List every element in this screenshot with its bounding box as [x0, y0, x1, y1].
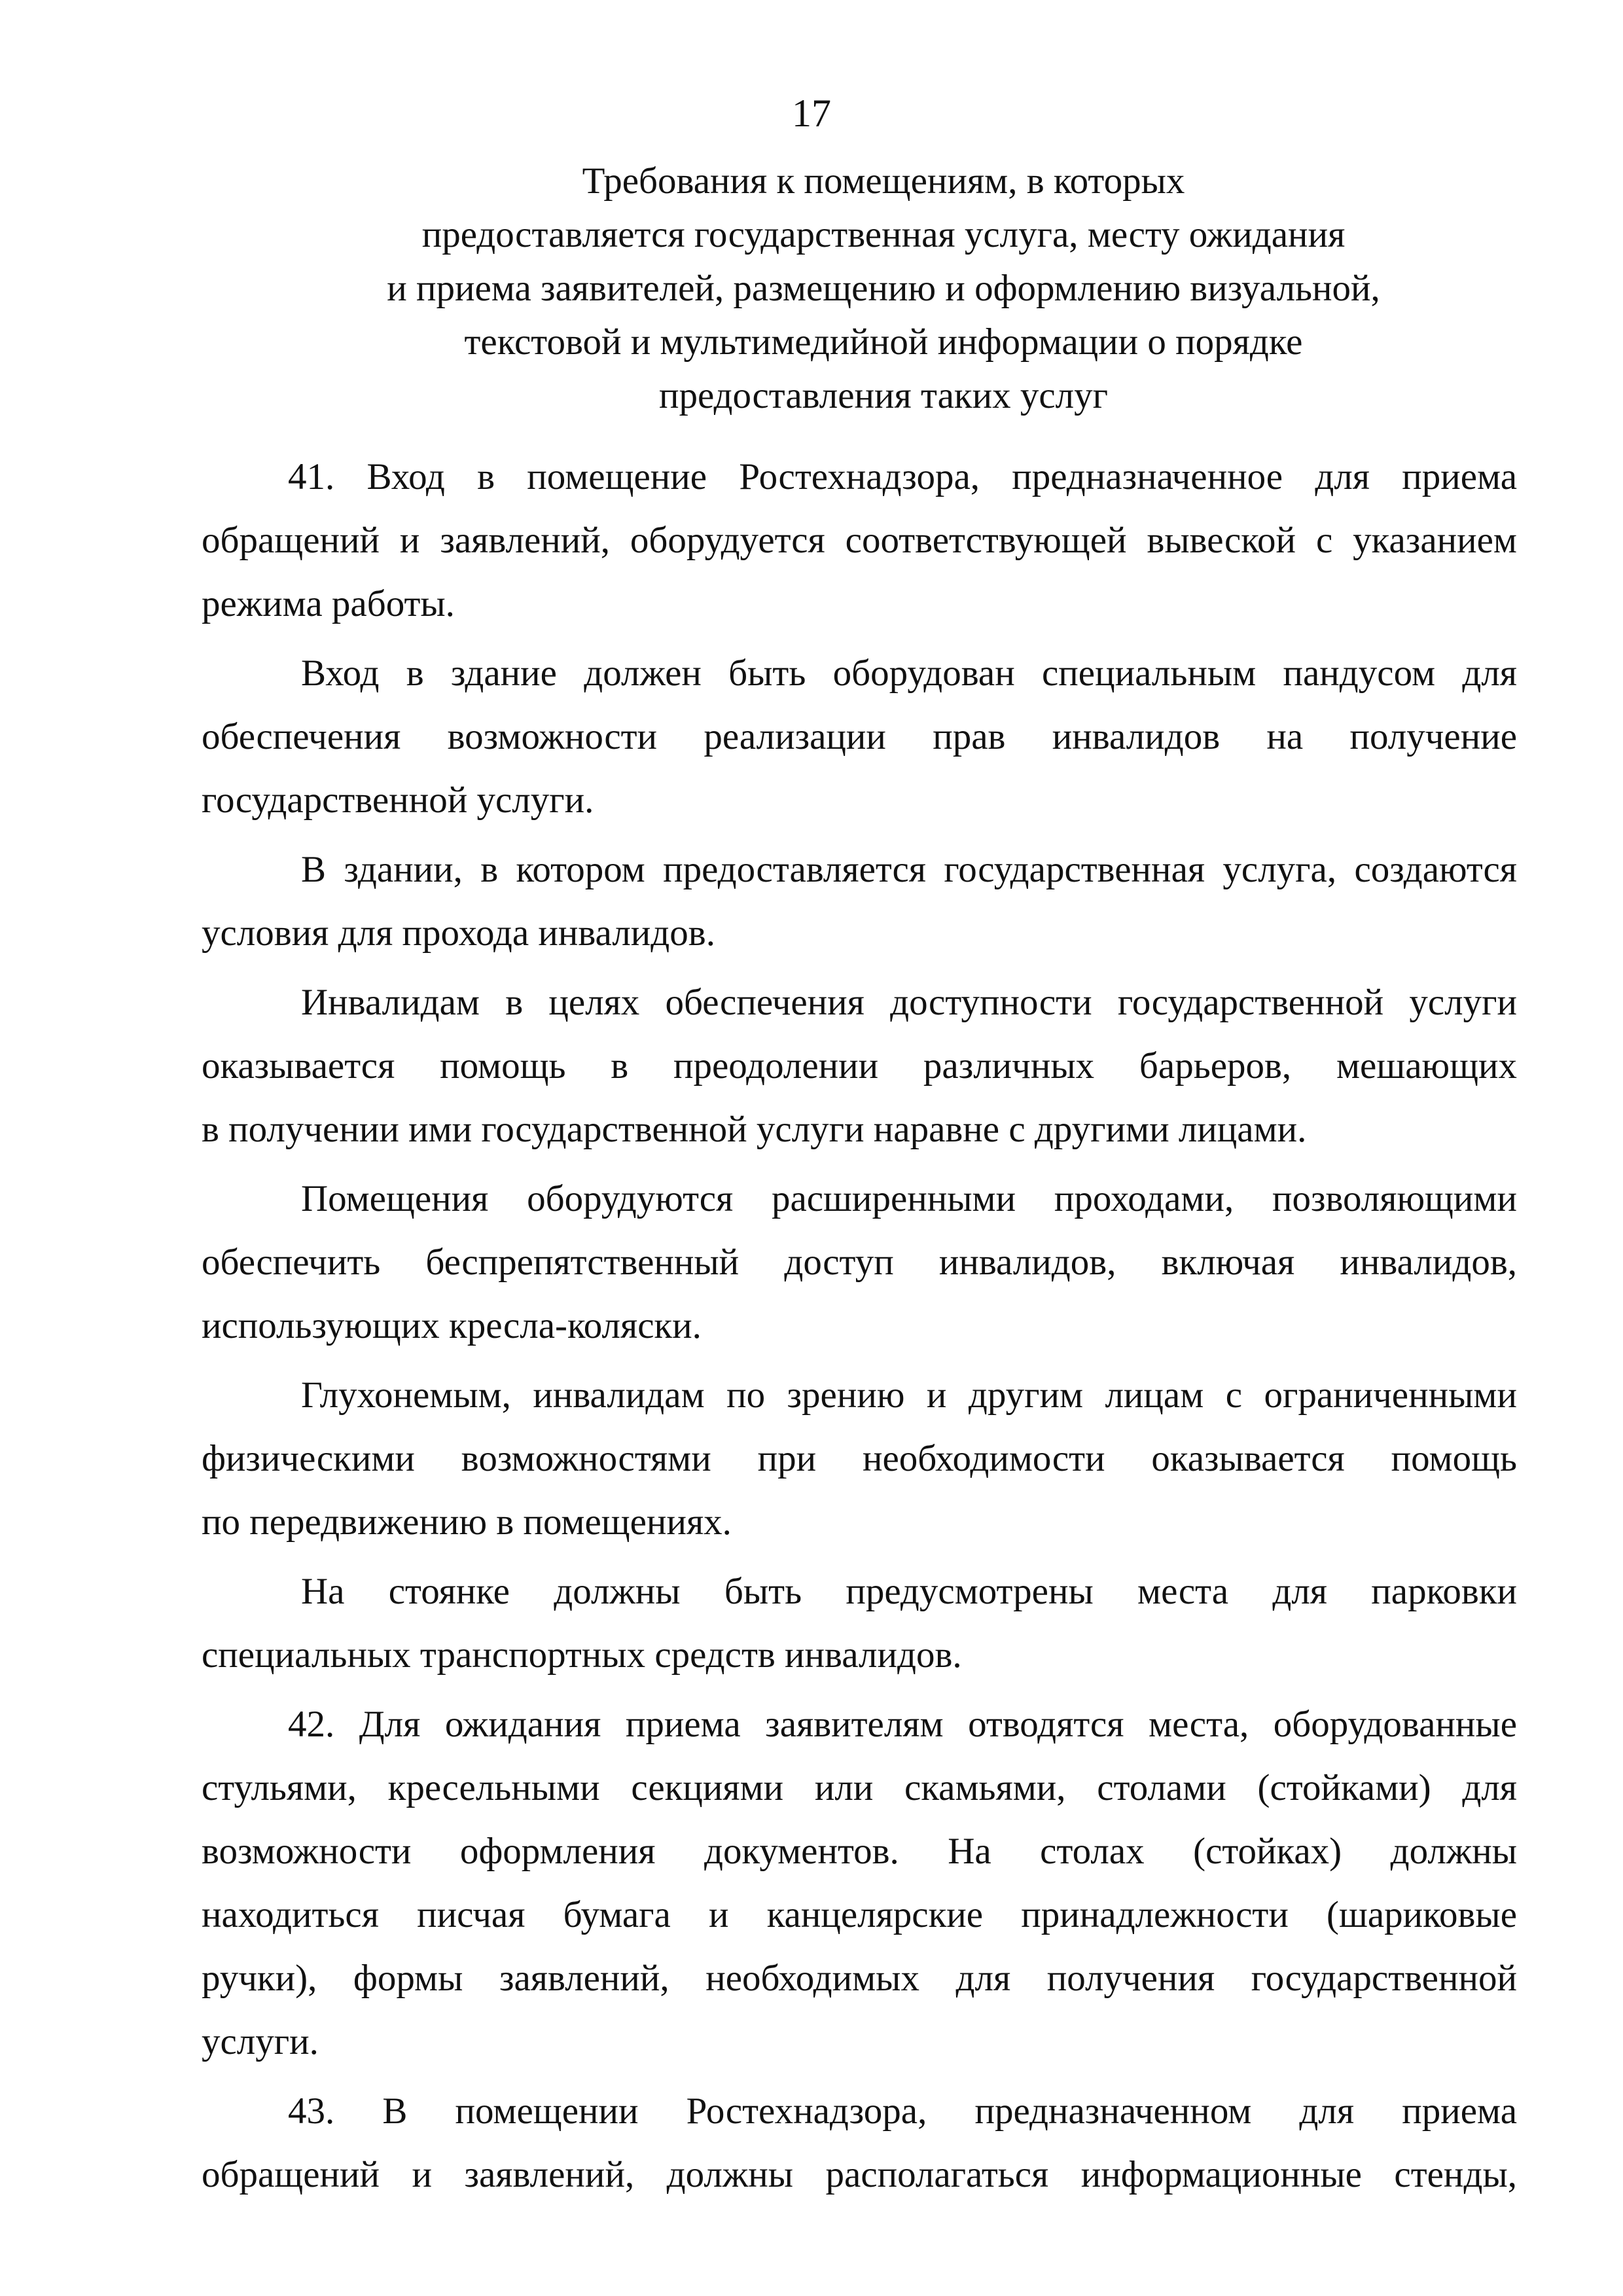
paragraph-42-line: 42. Для ожидания приема заявителям отводятся места, оборудованные — [288, 1704, 1517, 1745]
paragraph-43-line: обращений и заявлений, должны располагаться информационные стенды, — [202, 2154, 1517, 2195]
paragraph-line: специальных транспортных средств инвалидов. — [202, 1634, 962, 1676]
paragraph-line: Глухонемым, инвалидам по зрению и другим лицам с ограниченными — [301, 1374, 1517, 1416]
paragraph-line: физическими возможностями при необходимости оказывается помощь — [202, 1438, 1517, 1479]
paragraph-line: оказывается помощь в преодолении различных барьеров, мешающих — [202, 1045, 1517, 1086]
heading-line: предоставления таких услуг — [658, 375, 1109, 416]
paragraph-line: обеспечения возможности реализации прав инвалидов на получение — [202, 716, 1517, 757]
paragraph-line: государственной услуги. — [202, 780, 594, 821]
page-number: 17 — [792, 92, 831, 135]
paragraph-42-line: услуги. — [202, 2021, 319, 2062]
paragraph-line: Инвалидам в целях обеспечения доступности государственной услуги — [301, 982, 1517, 1023]
paragraph-42-line: ручки), формы заявлений, необходимых для получения государственной — [202, 1958, 1517, 1999]
heading-line: и приема заявителей, размещению и оформлению визуальной, — [387, 268, 1380, 309]
paragraph-line: по передвижению в помещениях. — [202, 1501, 732, 1543]
paragraph-41-line: обращений и заявлений, оборудуется соответствующей вывеской с указанием — [202, 520, 1517, 561]
heading-line: текстовой и мультимедийной информации о порядке — [464, 321, 1303, 363]
paragraph-42-line: стульями, кресельными секциями или скамьями, столами (стойками) для — [202, 1767, 1517, 1808]
heading-line: предоставляется государственная услуга, месту ожидания — [421, 214, 1346, 255]
paragraph-line: Вход в здание должен быть оборудован специальным пандусом для — [301, 653, 1517, 694]
paragraph-42-line: возможности оформления документов. На столах (стойках) должны — [202, 1831, 1517, 1872]
paragraph-41-line: режима работы. — [202, 583, 455, 624]
paragraph-42-line: находиться писчая бумага и канцелярские принадлежности (шариковые — [202, 1894, 1517, 1935]
heading-line: Требования к помещениям, в которых — [582, 160, 1185, 202]
paragraph-43-line: 43. В помещении Ростехнадзора, предназначенном для приема — [288, 2090, 1517, 2132]
paragraph-line: В здании, в котором предоставляется государственная услуга, создаются — [301, 849, 1517, 890]
paragraph-line: Помещения оборудуются расширенными проходами, позволяющими — [301, 1178, 1517, 1219]
paragraph-line: в получении ими государственной услуги наравне с другими лицами. — [202, 1109, 1307, 1150]
paragraph-line: обеспечить беспрепятственный доступ инвалидов, включая инвалидов, — [202, 1242, 1517, 1283]
paragraph-41-line: 41. Вход в помещение Ростехнадзора, предназначенное для приема — [288, 456, 1517, 497]
paragraph-line: условия для прохода инвалидов. — [202, 912, 715, 954]
paragraph-line: использующих кресла-коляски. — [202, 1305, 702, 1346]
section-heading — [262, 154, 1505, 423]
paragraph-line: На стоянке должны быть предусмотрены места для парковки — [301, 1571, 1517, 1612]
